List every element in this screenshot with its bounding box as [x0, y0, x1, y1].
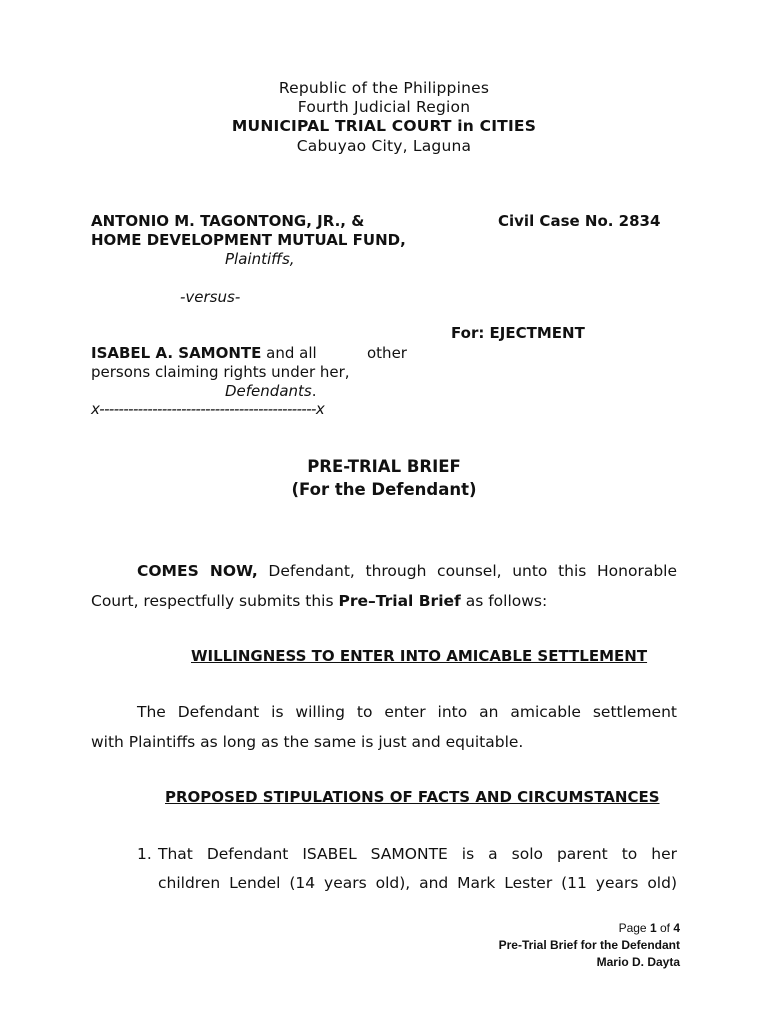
- defendant-name: ISABEL A. SAMONTE: [91, 344, 262, 362]
- settlement-line-1: The Defendant is willing to enter into an amicable settlement: [137, 703, 677, 721]
- intro-line-1: [137, 562, 677, 580]
- defendants-label: Defendants: [225, 382, 312, 400]
- page-of: of: [656, 921, 674, 935]
- caption-divider: x---------------------------------------------x: [91, 400, 325, 418]
- settlement-line-2: with Plaintiffs as long as the same is just and equitable.: [91, 733, 524, 751]
- defendant-other: other: [367, 344, 407, 362]
- item-number: 1.: [137, 845, 152, 863]
- header-republic: Republic of the Philippines: [278, 79, 490, 97]
- header-court: MUNICIPAL TRIAL COURT in CITIES: [231, 117, 537, 135]
- defendant-and-all: and all: [261, 344, 317, 362]
- pre-trial-brief-term: Pre–Trial Brief: [338, 592, 461, 610]
- defendants-label-line: [225, 382, 317, 400]
- section-heading-stipulations: PROPOSED STIPULATIONS OF FACTS AND CIRCUMSTANCES: [165, 788, 660, 806]
- footer-doc-title: Pre-Trial Brief for the Defendant: [498, 938, 680, 952]
- page-number: [619, 921, 680, 935]
- versus-label: -versus-: [180, 288, 241, 306]
- header-region: Fourth Judicial Region: [297, 98, 471, 116]
- document-title: PRE-TRIAL BRIEF: [307, 457, 461, 476]
- comes-now: COMES NOW,: [137, 562, 258, 580]
- header-location: Cabuyao City, Laguna: [296, 137, 472, 155]
- section-heading-settlement: WILLINGNESS TO ENTER INTO AMICABLE SETTLEMENT: [191, 647, 648, 665]
- plaintiff-line-1: ANTONIO M. TAGONTONG, JR., &: [91, 212, 365, 230]
- intro-line-2-b: as follows:: [460, 592, 548, 610]
- stipulation-1-line-1: That Defendant ISABEL SAMONTE is a solo parent to her: [158, 845, 677, 863]
- case-nature: For: EJECTMENT: [451, 324, 585, 342]
- intro-line-1-rest: Defendant, through counsel, unto this Honorable: [257, 562, 678, 580]
- footer-author: Mario D. Dayta: [596, 955, 680, 969]
- page-current: 1: [649, 921, 657, 935]
- page-total: 4: [673, 921, 680, 935]
- page-prefix: Page: [618, 921, 650, 935]
- stipulation-1-line-2: children Lendel (14 years old), and Mark Lester (11 years old): [158, 874, 677, 892]
- defendant-line-1: [91, 344, 317, 362]
- intro-line-2-a: Court, respectfully submits this: [91, 592, 339, 610]
- plaintiffs-label: Plaintiffs,: [225, 250, 295, 268]
- defendant-line-2: persons claiming rights under her,: [91, 363, 350, 381]
- document-subtitle: (For the Defendant): [291, 480, 477, 499]
- civil-case-number: Civil Case No. 2834: [498, 212, 661, 230]
- intro-line-2: [91, 592, 547, 610]
- plaintiff-line-2: HOME DEVELOPMENT MUTUAL FUND,: [91, 231, 406, 249]
- defendants-period: .: [311, 382, 317, 400]
